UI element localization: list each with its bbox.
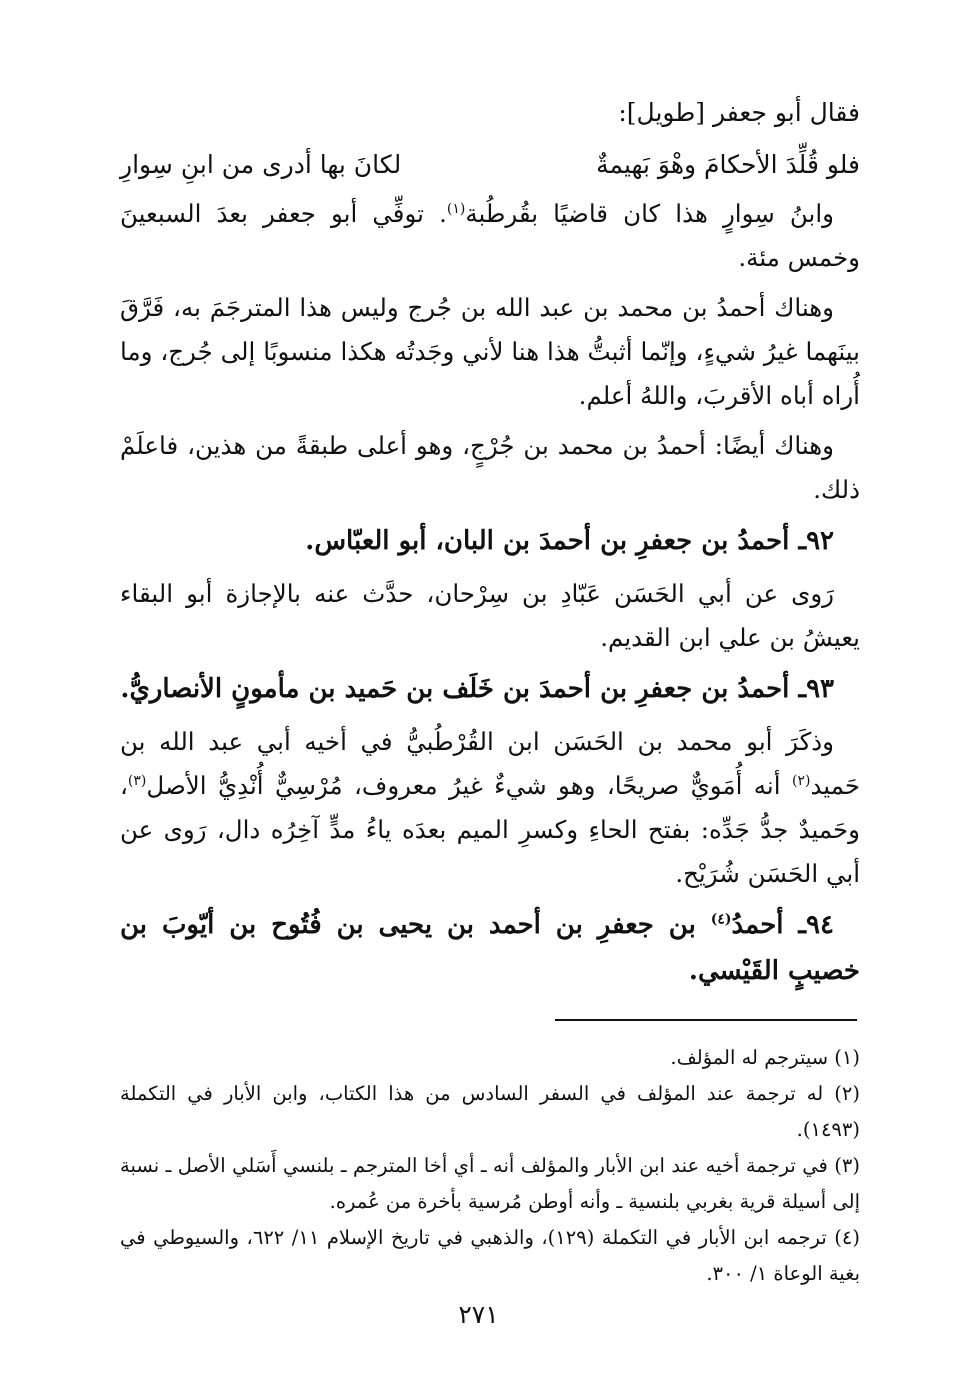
poetry-verse — [120, 142, 860, 188]
paragraph-text: . توفِّي أبو جعفر بعدَ السبعينَ وخمس مئة. — [120, 199, 860, 272]
paragraph-entry-93 — [120, 720, 860, 896]
footnote-1: (١) سيترجم له المؤلف. — [670, 1046, 860, 1069]
footnote-2: (٢) له ترجمة عند المؤلف في السفر السادس من هذا الكتاب، وابن الأبار في التكملة (١٤٩٣). — [120, 1082, 860, 1141]
footnotes — [120, 1040, 860, 1292]
page-number: ٢٧١ — [458, 1300, 499, 1329]
entry-title: أحمدُ بن جعفرِ بن أحمدَ بن خَلَف بن حَميد بن مأمونٍ الأنصاريُّ. — [120, 674, 790, 704]
footnote-4: (٤) ترجمه ابن الأبار في التكملة (١٢٩)، والذهبي في تاريخ الإسلام ١١/ ٦٢٢، والسيوطي في بغية الوعاة ١/ ٣٠٠. — [120, 1226, 860, 1285]
intro-line: فقال أبو جعفر [طويل]: — [618, 98, 860, 127]
entry-title: بن جعفرِ بن أحمد بن يحيى بن فُتُوح بن أيّوبَ بن خصيبٍ القَيْسي. — [120, 910, 860, 986]
footnote-ref-3: (٣) — [127, 772, 147, 789]
paragraph-ibn-jurj: وهناك أحمدُ بن محمد بن عبد الله بن جُرج وليس هذا المترجَمَ به، فَرَّقَ بينَهما غيرُ شيءٍ، وإنّما أثبتُّ هذا هنا لأني وجَدتُه هكذا منسوبًا إلى جُرج، وما أُراه أباه الأقربَ، واللهُ أعلم. — [120, 293, 860, 410]
paragraph-ibn-siwar — [120, 192, 860, 280]
main-text — [120, 90, 860, 1002]
paragraph-text: وابنُ سِوارٍ هذا كان قاضيًا بقُرطُبة — [465, 199, 834, 228]
entry-number: ٩٢ـ — [798, 526, 834, 556]
paragraph-text: ، وحَميدٌ جدُّ جَدِّه: بفتح الحاءِ وكسرِ الميم بعدَه ياءُ مدٍّ آخِرُه دال، رَوى عن أبي الحَسَن شُرَيْح. — [120, 771, 860, 888]
entry-number: ٩٤ـ — [798, 910, 834, 940]
footnote-ref-2: (٢) — [791, 772, 811, 789]
paragraph-text: أنه أُمَويٌّ صريحًا، وهو شيءٌ غيرُ معروف، مُرْسِيٌّ أُنْدِيُّ الأصل — [146, 771, 792, 800]
footnote-3: (٣) في ترجمة أخيه عند ابن الأبار والمؤلف أنه ـ أي أخا المترجم ـ بلنسي أَسَلي الأصل ـ نسبة إلى أسيلة قرية بغربي بلنسية ـ وأنه أوطن مُرسية بأخرة من عُمره. — [120, 1154, 860, 1213]
verse-second-hemistich: لكانَ بها أدرى من ابنِ سِوارِ — [120, 150, 402, 179]
verse-first-hemistich: فلو قُلِّدَ الأحكامَ وهْوَ بَهيمةٌ — [596, 150, 860, 179]
footnote-ref-1: (١) — [446, 200, 466, 217]
paragraph-also: وهناك أيضًا: أحمدُ بن محمد بن جُرْجٍ، وهو أعلى طبقةً من هذين، فاعلَمْ ذلك. — [120, 431, 860, 504]
paragraph-entry-92: رَوى عن أبي الحَسَن عَبّادِ بن سِرْحان، حدَّث عنه بالإجازة أبو البقاء يعيشُ بن علي ابن القديم. — [120, 579, 860, 652]
entry-heading-94 — [120, 902, 860, 994]
entry-title: أحمدُ بن جعفرِ بن أحمدَ بن البان، أبو العبّاس. — [305, 526, 790, 556]
footnote-separator — [555, 1019, 857, 1021]
paragraph-text: وذكَرَ أبو محمد بن الحَسَن ابن القُرْطُبيُّ في أخيه أبي عبد الله بن حَميد — [120, 727, 860, 800]
entry-number: ٩٣ـ — [798, 674, 834, 704]
footnote-ref-4: (٤) — [710, 911, 732, 928]
entry-name: أحمدُ — [731, 910, 784, 940]
entry-heading-92 — [120, 518, 860, 564]
entry-heading-93 — [120, 666, 860, 712]
